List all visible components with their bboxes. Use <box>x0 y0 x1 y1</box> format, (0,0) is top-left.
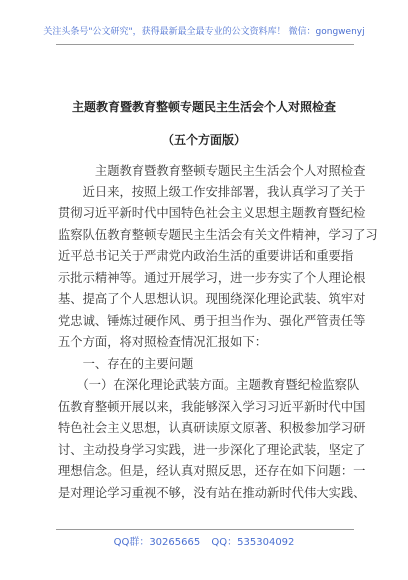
qq-group-text: QQ群：30265665 <box>113 537 201 548</box>
body-line: 贯彻习近平新时代中国特色社会主义思想主题教育暨纪检 <box>58 206 366 220</box>
document-title: 主题教育暨教育整顿专题民主生活会个人对照检查 <box>71 100 336 114</box>
section-heading: 一、存在的主要问题 <box>58 357 194 371</box>
document-subtitle: （五个方面版） <box>161 133 246 147</box>
footer-divider <box>56 529 354 530</box>
header-divider <box>56 44 354 45</box>
body-line: 特色社会主义思想，认真研读原文原著、积极参加学习研 <box>58 421 366 435</box>
body-line: 示批示精神等。通过开展学习，进一步夯实了个人理论根 <box>58 271 366 285</box>
body-line: 监察队伍教育整顿专题民主生活会有关文件精神，学习了习 <box>58 228 378 242</box>
body-line: （一）在深化理论武装方面。主题教育暨纪检监察队 <box>58 378 360 392</box>
body-line: 伍教育整顿开展以来，我能够深入学习习近平新时代中国 <box>58 400 366 414</box>
body-line: 五个方面，将对照检查情况汇报如下： <box>58 335 268 349</box>
body-line: 主题教育暨教育整顿专题民主生活会个人对照检查 <box>58 164 366 178</box>
body-line: 理想信念。但是，经认真对照反思，还存在如下问题：一 <box>58 464 366 478</box>
body-line: 基、提高了个人思想认识。现围绕深化理论武装、筑牢对 <box>58 292 366 306</box>
body-line: 近日来，按照上级工作安排部署，我认真学习了关于 <box>58 185 366 199</box>
body-line: 党忠诚、锤炼过硬作风、勇于担当作为、强化严管责任等 <box>58 314 366 328</box>
body-line: 近平总书记关于严肃党内政治生活的重要讲话和重要指 <box>58 249 354 263</box>
body-line: 是对理论学习重视不够，没有站在推动新时代伟大实践、 <box>58 486 366 500</box>
body-line: 讨、主动投身学习实践，进一步深化了理论武装，坚定了 <box>58 443 366 457</box>
footer-note <box>0 533 408 548</box>
header-note: 关注头条号"公文研究"，获得最新最全最专业的公文资料库！ 微信：gongwenyj <box>43 27 365 37</box>
qq-number-text: QQ：535304092 <box>211 537 295 548</box>
